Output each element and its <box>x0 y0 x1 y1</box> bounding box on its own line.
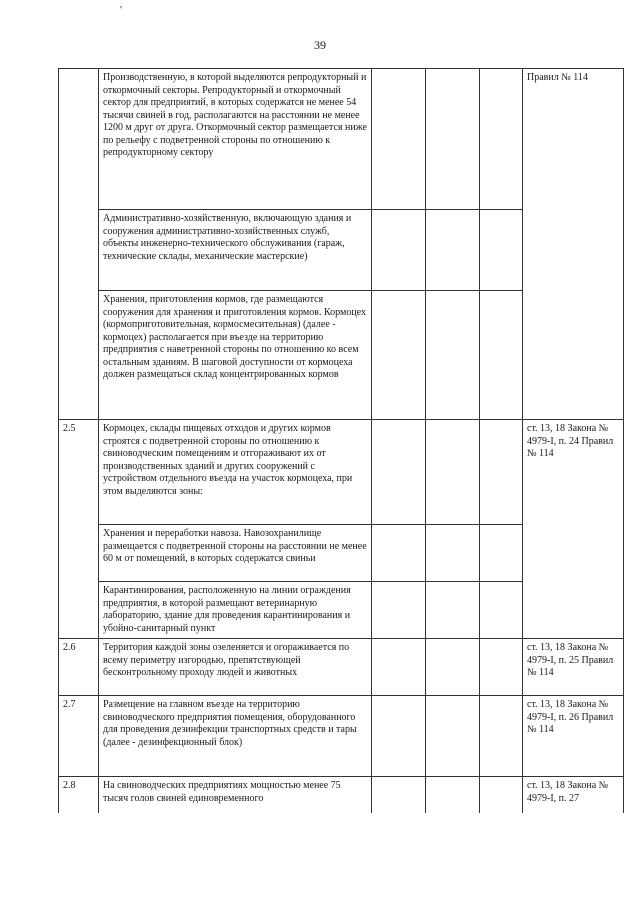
empty-cell <box>426 69 480 210</box>
empty-cell <box>372 420 426 525</box>
table-row <box>59 696 624 777</box>
empty-cell <box>372 582 426 639</box>
legal-reference: Правил № 114 <box>523 69 624 420</box>
requirement-text: Карантинирования, расположенную на линии ограждения предприятия, в которой размещают ветеринарную лабораторию, здание для проведения карантинирования и убойно-санитарный пункт <box>99 582 372 639</box>
empty-cell <box>480 210 523 291</box>
empty-cell <box>426 582 480 639</box>
empty-cell <box>480 777 523 814</box>
empty-cell <box>426 525 480 582</box>
legal-reference: ст. 13, 18 Закона № 4979-I, п. 25 Правил № 114 <box>523 639 624 696</box>
empty-cell <box>372 525 426 582</box>
item-number-cell <box>59 69 99 420</box>
empty-cell <box>480 582 523 639</box>
requirement-text: Хранения и переработки навоза. Навозохранилище размещается с подветренной стороны на расстоянии не менее 60 м от помещений, в которых содержатся свиньи <box>99 525 372 582</box>
legal-reference: ст. 13, 18 Закона № 4979-I, п. 26 Правил № 114 <box>523 696 624 777</box>
empty-cell <box>372 696 426 777</box>
table-row <box>59 639 624 696</box>
empty-cell <box>426 210 480 291</box>
table-row <box>59 777 624 814</box>
page-number: 39 <box>314 38 326 52</box>
empty-cell <box>372 639 426 696</box>
legal-reference: ст. 13, 18 Закона № 4979-I, п. 27 <box>523 777 624 814</box>
table-row <box>59 69 624 210</box>
empty-cell <box>480 420 523 525</box>
requirement-text: Территория каждой зоны озеленяется и огораживается по всему периметру изгородью, препятствующей бесконтрольному проходу людей и животных <box>99 639 372 696</box>
requirement-text: Административно-хозяйственную, включающую здания и сооружения административно-хозяйственных служб, объекты инженерно-технического обслуживания (гараж, технические склады, механические мастерские) <box>99 210 372 291</box>
requirements-table <box>58 68 624 813</box>
empty-cell <box>426 696 480 777</box>
empty-cell <box>480 69 523 210</box>
empty-cell <box>372 777 426 814</box>
scan-mark: ' <box>120 4 122 16</box>
item-number-cell: 2.8 <box>59 777 99 814</box>
item-number-cell: 2.6 <box>59 639 99 696</box>
requirement-text: На свиноводческих предприятиях мощностью менее 75 тысяч голов свиней единовременного <box>99 777 372 814</box>
empty-cell <box>426 291 480 420</box>
table-row <box>59 420 624 525</box>
requirement-text: Размещение на главном въезде на территорию свиноводческого предприятия помещения, оборудованного для проведения дезинфекции транспортных средств и тары (далее - дезинфекционный блок) <box>99 696 372 777</box>
legal-reference: ст. 13, 18 Закона № 4979-I, п. 24 Правил № 114 <box>523 420 624 639</box>
empty-cell <box>480 525 523 582</box>
empty-cell <box>372 291 426 420</box>
empty-cell <box>372 69 426 210</box>
empty-cell <box>426 777 480 814</box>
requirement-text: Хранения, приготовления кормов, где размещаются сооружения для хранения и приготовления кормов. Кормоцех (кормоприготовительная, кормосмесительная) (далее - кормоцех) располагается при въезде на территорию предприятия с наветренной стороны по отношению ко всем остальным зданиям. В шаговой доступности от кормоцеха должен размещаться склад концентрированных кормов <box>99 291 372 420</box>
requirement-text: Производственную, в которой выделяются репродукторный и откормочный секторы. Репродукторный и откормочный сектор для предприятий, в которых содержатся не менее 54 тысячи свиней в год, располагаются на расстоянии не менее 1200 м друг от друга. Откормочный сектор размещается ниже по рельефу с подветренной стороны по отношению к репродукторному сектору <box>99 69 372 210</box>
requirement-text: Кормоцех, склады пищевых отходов и других кормов строятся с подветренной стороны по отношению к свиноводческим помещениям и отгораживают их от производственных зданий и других сооружений с устройством отдельного въезда на участок кормоцеха, при этом выделяются зоны: <box>99 420 372 525</box>
empty-cell <box>480 696 523 777</box>
item-number-cell: 2.5 <box>59 420 99 639</box>
empty-cell <box>480 639 523 696</box>
empty-cell <box>426 639 480 696</box>
empty-cell <box>372 210 426 291</box>
empty-cell <box>426 420 480 525</box>
item-number-cell: 2.7 <box>59 696 99 777</box>
empty-cell <box>480 291 523 420</box>
